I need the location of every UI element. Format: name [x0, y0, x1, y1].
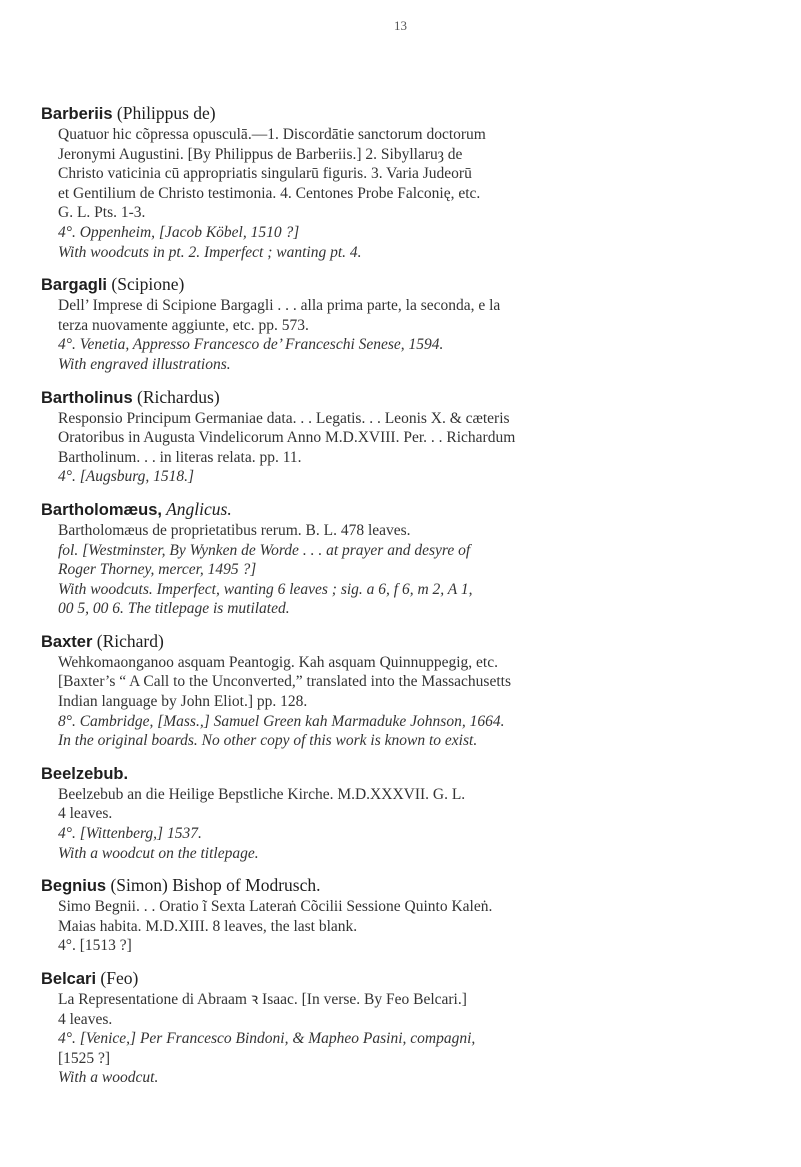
- entry-barberiis: [41, 103, 763, 262]
- entry-heading: [41, 763, 763, 784]
- entry-heading: [41, 875, 763, 896]
- entry-name: Bartholinus: [41, 388, 133, 407]
- entry-note: In the original boards. No other copy of this work is known to exist.: [58, 732, 478, 750]
- entry-qualifier: (Richard): [92, 630, 164, 651]
- entry-line: et Gentilium de Christo testimonia. 4. Centones Probe Falconię, etc.: [58, 184, 481, 202]
- entry-line: Wehkomaonganoo asquam Peantogig. Kah asquam Quinnuppegig, etc.: [58, 653, 498, 671]
- entry-line: 4 leaves.: [58, 805, 113, 823]
- entry-line: terza nuovamente aggiunte, etc. pp. 573.: [58, 316, 309, 334]
- entry-note: 00 5, 00 6. The titlepage is mutilated.: [58, 600, 290, 618]
- entry-qualifier: (Simon) Bishop of Modrusch.: [106, 875, 321, 896]
- entry-imprint: 8°. Cambridge, [Mass.,] Samuel Green kah Marmaduke Johnson, 1664.: [58, 712, 505, 730]
- entry-note: With woodcuts. Imperfect, wanting 6 leaves ; sig. a 6, f 6, m 2, A 1,: [58, 580, 473, 598]
- entry-imprint: fol. [Westminster, By Wynken de Worde . . . at prayer and desyre of: [58, 541, 471, 559]
- entry-line: Maias habita. M.D.XIII. 8 leaves, the last blank.: [58, 917, 358, 935]
- entry-line: Dell’ Imprese di Scipione Bargagli . . . alla prima parte, la seconda, e la: [58, 297, 501, 315]
- entry-note: With a woodcut on the titlepage.: [58, 844, 259, 862]
- catalogue-entries: [41, 103, 763, 1100]
- entry-beelzebub: [41, 763, 763, 863]
- entry-line: Indian language by John Eliot.] pp. 128.: [58, 693, 308, 711]
- entry-qualifier: Anglicus.: [162, 498, 232, 519]
- entry-line: La Representatione di Abraam ꝛ Isaac. [In verse. By Feo Belcari.]: [58, 991, 467, 1008]
- entry-name: Belcari: [41, 970, 97, 988]
- entry-body: [58, 409, 763, 487]
- entry-bartholomaeus: [41, 499, 763, 619]
- entry-baxter: [41, 631, 763, 751]
- entry-body: [58, 125, 763, 262]
- entry-line: Simo Begnii. . . Oratio ĩ Sexta Lateraṅ Cõcilii Sessione Quinto Kaleṅ.: [58, 898, 493, 916]
- entry-heading: [41, 103, 763, 124]
- entry-line: Christo vaticinia cū appropriatis singularū figuris. 3. Varia Judeorū: [58, 165, 472, 183]
- entry-imprint: 4°. [Venice,] Per Francesco Bindoni, & Mapheo Pasini, compagni,: [58, 1030, 476, 1048]
- entry-qualifier: (Feo): [96, 968, 139, 988]
- entry-heading: [41, 387, 763, 408]
- entry-body: [58, 897, 763, 956]
- entry-bartholinus: [41, 387, 763, 487]
- entry-heading: [41, 274, 763, 295]
- entry-line: Oratoribus in Augusta Vindelicorum Anno M.D.XVIII. Per. . . Richardum: [58, 429, 516, 447]
- entry-line: Bartholomæus de proprietatibus rerum. B. L. 478 leaves.: [58, 521, 411, 539]
- entry-imprint: Roger Thorney, mercer, 1495 ?]: [58, 561, 257, 579]
- entry-begnius: [41, 875, 763, 956]
- entry-heading: [41, 968, 763, 989]
- entry-body: [58, 521, 763, 619]
- entry-qualifier: (Richardus): [132, 386, 220, 407]
- entry-imprint: 4°. [Wittenberg,] 1537.: [58, 825, 202, 843]
- entry-line: Bartholinum. . . in literas relata. pp. 11.: [58, 448, 302, 466]
- entry-name: Beelzebub.: [41, 764, 129, 783]
- entry-body: [58, 296, 763, 374]
- entry-bargagli: [41, 274, 763, 374]
- entry-imprint: 4°. [Augsburg, 1518.]: [58, 468, 195, 486]
- entry-line: 4 leaves.: [58, 1010, 113, 1028]
- page-number: 13: [394, 18, 407, 33]
- entry-name: Bartholomæus,: [41, 500, 163, 519]
- entry-line: Jeronymi Augustini. [By Philippus de Barberiis.] 2. Sibyllaruȝ de: [58, 145, 463, 163]
- entry-note: With woodcuts in pt. 2. Imperfect ; wanting pt. 4.: [58, 243, 362, 261]
- entry-line: Quatuor hic cõpressa opusculā.—1. Discordātie sanctorum doctorum: [58, 126, 486, 143]
- entry-body: [58, 653, 763, 751]
- entry-name: Begnius: [41, 877, 107, 896]
- entry-qualifier: (Philippus de): [112, 103, 216, 123]
- entry-heading: [41, 631, 763, 652]
- entry-imprint: 4°. Venetia, Appresso Francesco de’ Franceschi Senese, 1594.: [58, 336, 444, 354]
- entry-line: Beelzebub an die Heilige Bepstliche Kirche. M.D.XXXVII. G. L.: [58, 785, 466, 803]
- entry-note: With a woodcut.: [58, 1069, 159, 1087]
- entry-imprint: 4°. Oppenheim, [Jacob Köbel, 1510 ?]: [58, 223, 300, 241]
- entry-imprint: 4°. [1513 ?]: [58, 937, 132, 955]
- entry-name: Barberiis: [41, 105, 113, 123]
- entry-body: [58, 990, 763, 1088]
- entry-name: Bargagli: [41, 276, 108, 295]
- entry-name: Baxter: [41, 632, 93, 651]
- entry-qualifier: (Scipione): [107, 274, 185, 295]
- entry-line: [Baxter’s “ A Call to the Unconverted,” translated into the Massachusetts: [58, 673, 511, 691]
- entry-line: Responsio Principum Germaniae data. . . Legatis. . . Leonis X. & cæteris: [58, 409, 510, 427]
- entry-heading: [41, 499, 763, 520]
- entry-body: [58, 785, 763, 863]
- entry-note: With engraved illustrations.: [58, 355, 231, 373]
- entry-belcari: [41, 968, 763, 1088]
- entry-line: G. L. Pts. 1-3.: [58, 204, 146, 222]
- entry-imprint: [1525 ?]: [58, 1049, 111, 1067]
